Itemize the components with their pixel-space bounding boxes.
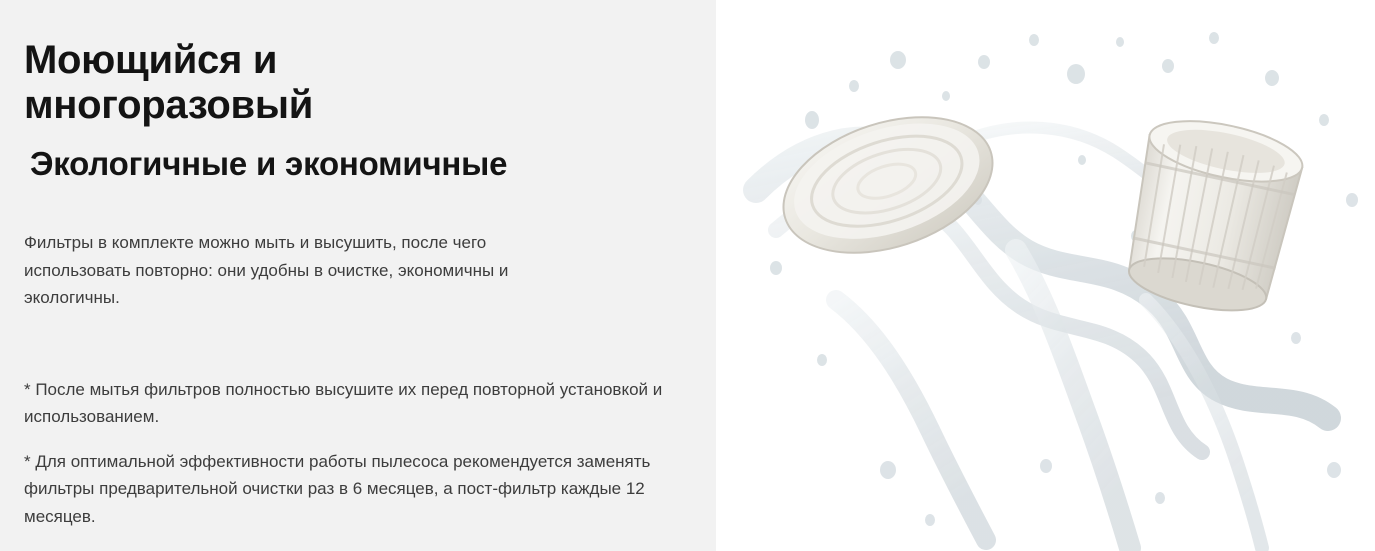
- headline-line-1: Моющийся и: [24, 38, 278, 82]
- footnote-1: * После мытья фильтров полностью высушите их перед повторной установкой и использованием.: [24, 379, 663, 427]
- description-paragraph: Фильтры в комплекте можно мыть и высушить, после чего использовать повторно: они удобны в очистке, экономичны и экологичны.: [24, 233, 509, 308]
- footnote-2: * Для оптимальной эффективности работы пылесоса рекомендуется заменять фильтры предварительной очистки раз в 6 месяцев, а пост-фильтр каждые 12 месяцев.: [24, 451, 651, 526]
- footnotes: [24, 376, 674, 531]
- product-image-panel: [716, 0, 1375, 551]
- page-title: [24, 38, 644, 128]
- headline-line-2: многоразовый: [24, 82, 313, 127]
- page-subtitle: Экологичные и экономичные: [30, 144, 508, 182]
- water-splash-illustration: [716, 0, 1375, 551]
